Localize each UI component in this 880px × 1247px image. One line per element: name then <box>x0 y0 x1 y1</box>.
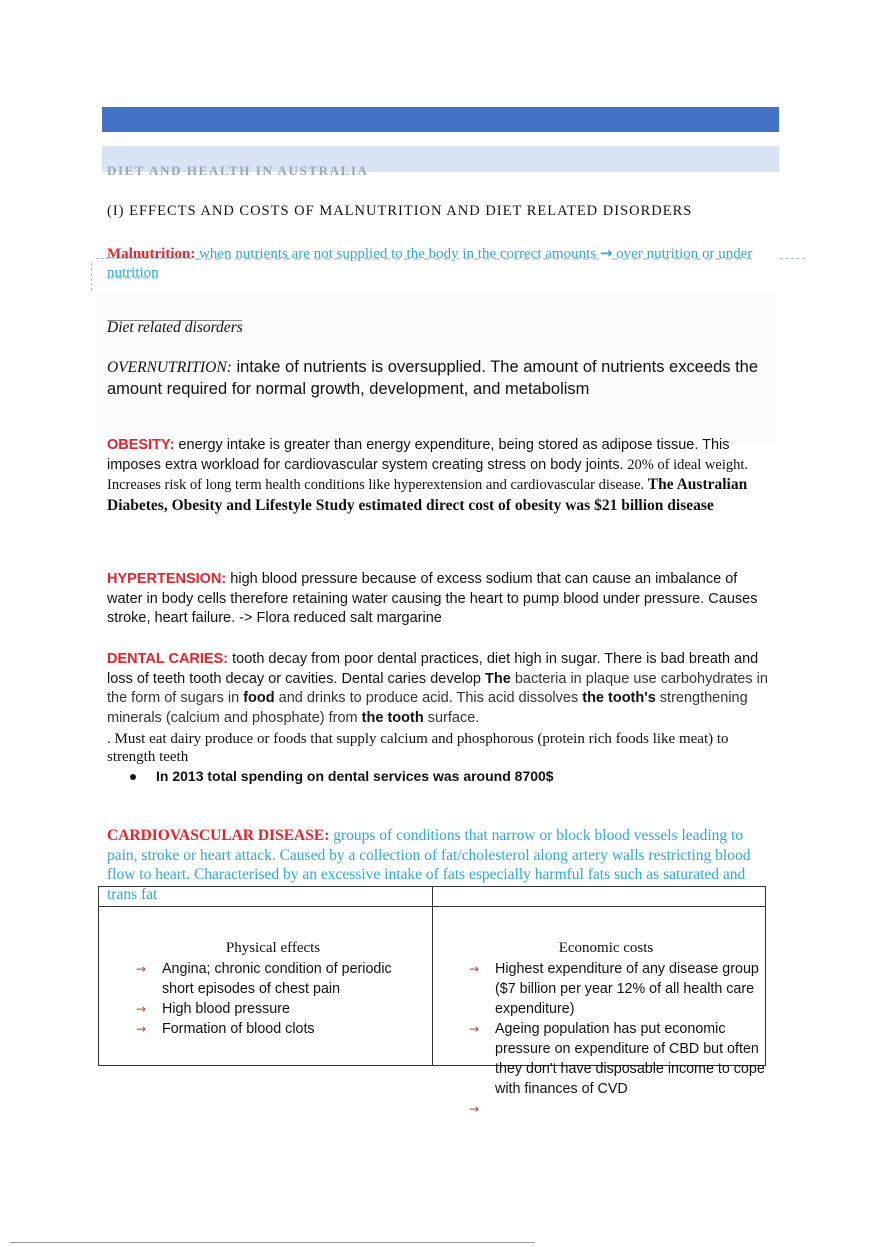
obesity-label: OBESITY: <box>107 437 175 453</box>
dental-text-d: strengthening minerals (calcium and phosphate) from <box>107 690 748 726</box>
cardio-label: CARDIOVASCULAR DISEASE: <box>107 827 330 844</box>
economic-item-2: Ageing population has put economic pressure on expenditure of CBD but often they don't have disposable income to cope with finances of CVD <box>495 1021 765 1097</box>
hypertension-paragraph <box>107 570 772 629</box>
malnutrition-definition <box>107 244 797 283</box>
dental-spending: In 2013 total spending on dental services was around 8700$ <box>156 768 554 784</box>
overnutrition-paragraph <box>107 356 787 400</box>
arrow-icon: → <box>599 244 613 262</box>
list-item <box>469 1099 769 1119</box>
dental-text-c: and drinks to produce acid. This acid dissolves <box>274 690 583 706</box>
arrow-icon: → <box>469 1022 480 1036</box>
arrow-icon: → <box>136 1002 147 1016</box>
physical-effects-header: Physical effects <box>225 940 321 956</box>
dental-text-e: surface. <box>423 709 480 726</box>
obesity-paragraph <box>107 436 772 516</box>
dental-advice: . Must eat dairy produce or foods that supply calcium and phosphorous (protein rich foods like meat) to strength teeth <box>107 731 729 765</box>
dashed-marker <box>91 263 93 291</box>
arrow-icon: → <box>136 1022 147 1036</box>
cardio-text: groups of conditions that narrow or block blood vessels leading to pain, stroke or heart attack. Caused by a collection of fat/cholesterol along artery walls restricting blood flow to heart. Characterised by an excessive intake of fats especially harmful fats such as saturated and trans fat <box>107 827 751 903</box>
dental-bold-2: food <box>243 690 275 706</box>
table-divider <box>432 887 433 1065</box>
list-item <box>130 768 554 784</box>
list-item <box>469 959 769 1019</box>
economic-costs-list <box>469 959 769 1119</box>
arrow-icon: → <box>469 962 480 976</box>
physical-item-1: Angina; chronic condition of periodic short episodes of chest pain <box>162 961 392 997</box>
overnutrition-text: intake of nutrients is oversupplied. The amount of nutrients exceeds the amount required for normal growth, development, and metabolism <box>107 358 759 398</box>
hypertension-text: high blood pressure because of excess sodium that can cause an imbalance of water in body cells therefore retaining water causing the heart to pump blood under pressure. Causes stroke, heart failure. -> Flora reduced salt margarine <box>107 571 758 626</box>
arrow-icon: → <box>469 1102 480 1116</box>
obesity-cost: The Australian Diabetes, Obesity and Lifestyle Study estimated direct cost of obesity was $21 billion disease <box>107 476 748 514</box>
economic-costs-header: Economic costs <box>558 940 654 956</box>
diet-related-heading: Diet related disorders <box>107 319 243 336</box>
malnutrition-text-2: over nutrition or under nutrition <box>107 246 753 281</box>
physical-effects-list <box>136 959 416 1039</box>
dental-text-b: bacteria in plaque use carbohydrates in the form of sugars in <box>107 670 768 706</box>
malnutrition-label: Malnutrition: <box>107 246 196 262</box>
physical-item-2: High blood pressure <box>162 1001 290 1017</box>
table-divider <box>99 906 765 907</box>
dental-label: DENTAL CARIES: <box>107 651 229 667</box>
section-title: (I) EFFECTS AND COSTS OF MALNUTRITION AND DIET RELATED DISORDERS <box>107 203 693 219</box>
dental-bold-4: the tooth <box>361 709 424 726</box>
list-item <box>136 999 416 1019</box>
malnutrition-text: when nutrients are not supplied to the body in the correct amounts <box>195 246 600 262</box>
obesity-text-a: energy intake is greater than energy expenditure, being stored as adipose tissue. This imposes extra workload for cardiovascular system creating stress on body joints. <box>107 437 730 473</box>
dental-caries-paragraph <box>107 650 772 728</box>
list-item <box>469 1019 769 1099</box>
economic-item-1: Highest expenditure of any disease group ($7 billion per year 12% of all health care expenditure) <box>495 961 759 1017</box>
list-item <box>136 959 416 999</box>
physical-item-3: Formation of blood clots <box>162 1021 315 1037</box>
page-title: DIET AND HEALTH IN AUSTRALIA <box>107 163 369 178</box>
header-banner <box>102 107 779 132</box>
footer-rule <box>10 1242 535 1243</box>
hypertension-label: HYPERTENSION: <box>107 571 227 587</box>
bullet-icon <box>130 774 136 780</box>
dental-bold-1: The <box>485 670 511 687</box>
arrow-icon: → <box>136 962 147 976</box>
list-item <box>136 1019 416 1039</box>
obesity-text-b: 20% of ideal weight. Increases risk of long term health conditions like hyperextension and cardiovascular disease. <box>107 456 749 493</box>
dental-bold-3: the tooth's <box>582 690 656 706</box>
dental-text-a: tooth decay from poor dental practices, diet high in sugar. There is bad breath and loss of teeth tooth decay or cavities. Dental caries develop <box>107 651 759 687</box>
overnutrition-label: OVERNUTRITION: <box>107 359 232 376</box>
